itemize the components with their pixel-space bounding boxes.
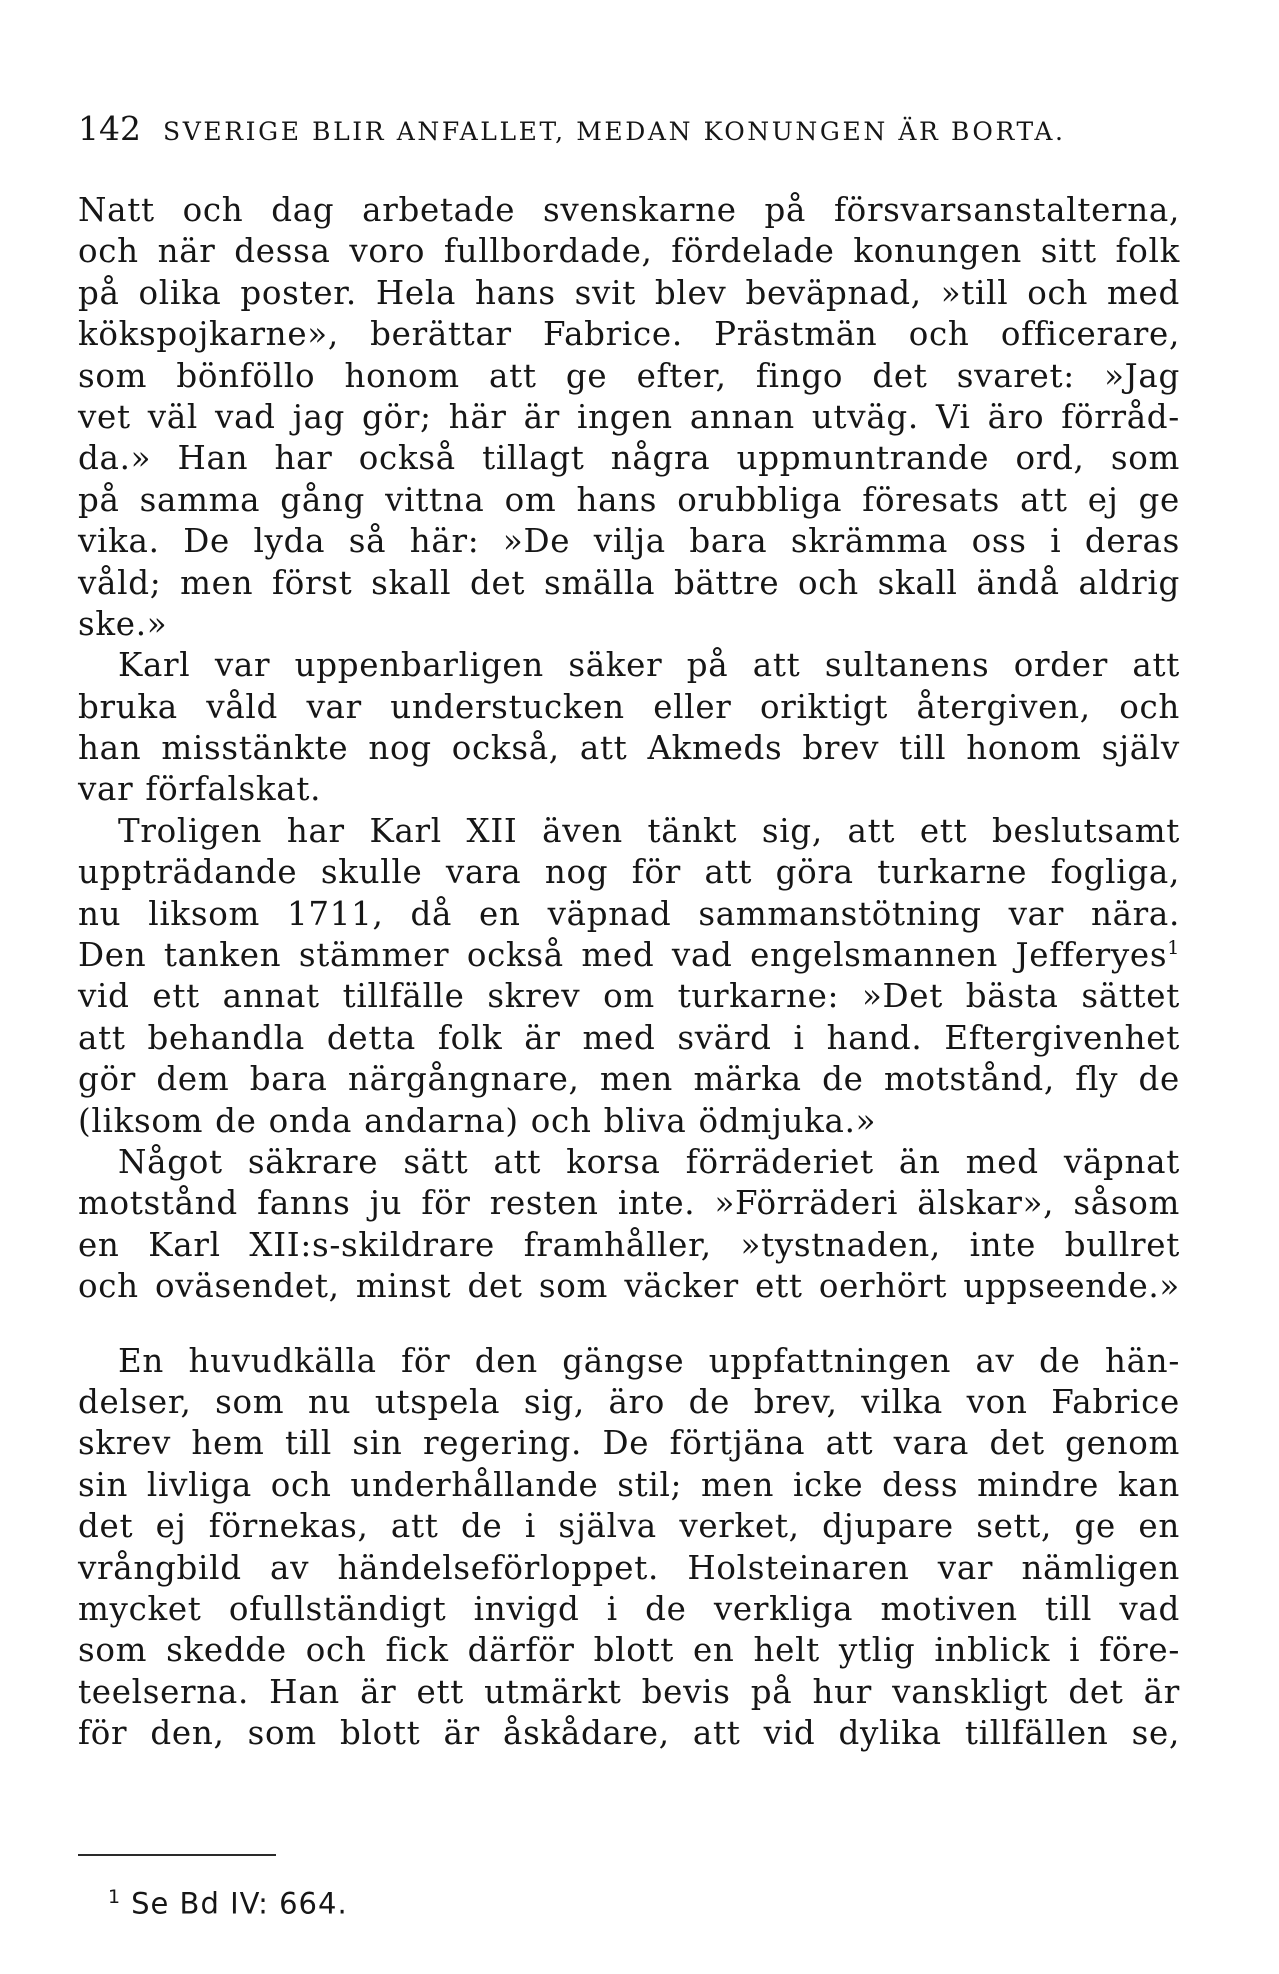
text-line: kökspojkarne», berättar Fabrice. Prästmän och officerare, [78,315,1180,354]
text-line: teelserna. Han är ett utmärkt bevis på hur vanskligt det är [78,1672,1180,1711]
page-number: 142 [78,109,141,148]
paragraph [78,190,1180,645]
text-line: En huvudkälla för den gängse uppfattningen av de hän- [118,1341,1180,1380]
text-line: som skedde och fick därför blott en helt ytlig inblick i före- [78,1631,1180,1670]
paragraph [78,811,1180,1142]
text-line: delser, som nu utspela sig, äro de brev, vilka von Fabrice [78,1382,1180,1421]
text-line: och när dessa voro fullbordade, fördelade konungen sitt folk [78,232,1180,271]
text-line: Natt och dag arbetade svenskarne på försvarsanstalterna, [78,191,1180,229]
text-line: på olika poster. Hela hans svit blev beväpnad, »till och med [78,273,1180,312]
section-gap [78,1308,1180,1341]
text-line: han misstänkte nog också, att Akmeds brev till honom själv [78,729,1180,768]
text-line: nu liksom 1711, då en väpnad sammanstötning var nära. [78,894,1180,933]
text-line: var förfalskat. [78,770,322,809]
text-line-with-footnote-ref [78,935,1180,976]
text-line: uppträdande skulle vara nog för att göra turkarne fogliga, [78,853,1180,892]
text-line: vrångbild av händelseförloppet. Holsteinaren var nämligen [78,1548,1180,1587]
text-line: på samma gång vittna om hans orubbliga föresats att ej ge [78,480,1180,519]
text-line: som bönföllo honom att ge efter, fingo det svaret: »Jag [78,356,1180,395]
paragraph [78,1341,1180,1755]
footnote-mark: 1 [108,1886,122,1908]
text-line: att behandla detta folk är med svärd i hand. Eftergivenhet [78,1018,1180,1057]
text-line: en Karl XII:s-skildrare framhåller, »tystnaden, inte bullret [78,1225,1180,1264]
paragraph [78,645,1180,811]
text-line: motstånd fanns ju för resten inte. »Förräderi älskar», såsom [78,1184,1180,1223]
text-line: gör dem bara närgångnare, men märka de motstånd, fly de [78,1060,1180,1099]
text-line: ske.» [78,604,168,643]
text-line: Något säkrare sätt att korsa förräderiet än med väpnat [118,1142,1180,1181]
footnote-divider [78,1854,276,1856]
footnote [108,1880,348,1921]
text-line: Karl var uppenbarligen säker på att sultanens order att [118,646,1180,685]
text-line: skrev hem till sin regering. De förtjäna att vara det genom [78,1424,1180,1463]
footnote-text: Se Bd IV: 664. [131,1886,348,1921]
text-line: (liksom de onda andarna) och bliva ödmjuka.» [78,1101,877,1140]
text-line: våld; men först skall det smälla bättre och skall ändå aldrig [78,563,1180,602]
text-line: vika. De lyda så här: »De vilja bara skrämma oss i deras [78,522,1180,561]
text-line: och oväsendet, minst det som väcker ett oerhört uppseende.» [78,1267,1180,1306]
paragraph [78,1142,1180,1308]
running-title: SVERIGE BLIR ANFALLET, MEDAN KONUNGEN ÄR BORTA. [163,117,1066,146]
text-line: vet väl vad jag gör; här är ingen annan utväg. Vi äro förråd- [78,397,1180,436]
body-text [78,190,1180,1754]
text-line: mycket ofullständigt invigd i de verkliga motiven till vad [78,1589,1180,1628]
text-line: vid ett annat tillfälle skrev om turkarne: »Det bästa sättet [78,977,1180,1016]
text-line-content: Den tanken stämmer också med vad engelsmannen Jefferyes [78,936,1168,975]
text-line: da.» Han har också tillagt några uppmuntrande ord, som [78,439,1180,478]
footnote-reference: 1 [1167,937,1180,960]
page-header [78,109,1178,149]
text-line: Troligen har Karl XII även tänkt sig, att ett beslutsamt [118,811,1180,850]
text-line: det ej förnekas, att de i själva verket, djupare sett, ge en [78,1507,1180,1546]
text-line: bruka våld var understucken eller oriktigt återgiven, och [78,687,1180,726]
text-line: sin livliga och underhållande stil; men icke dess mindre kan [78,1465,1180,1504]
text-line: för den, som blott är åskådare, att vid dylika tillfällen se, [78,1714,1180,1753]
